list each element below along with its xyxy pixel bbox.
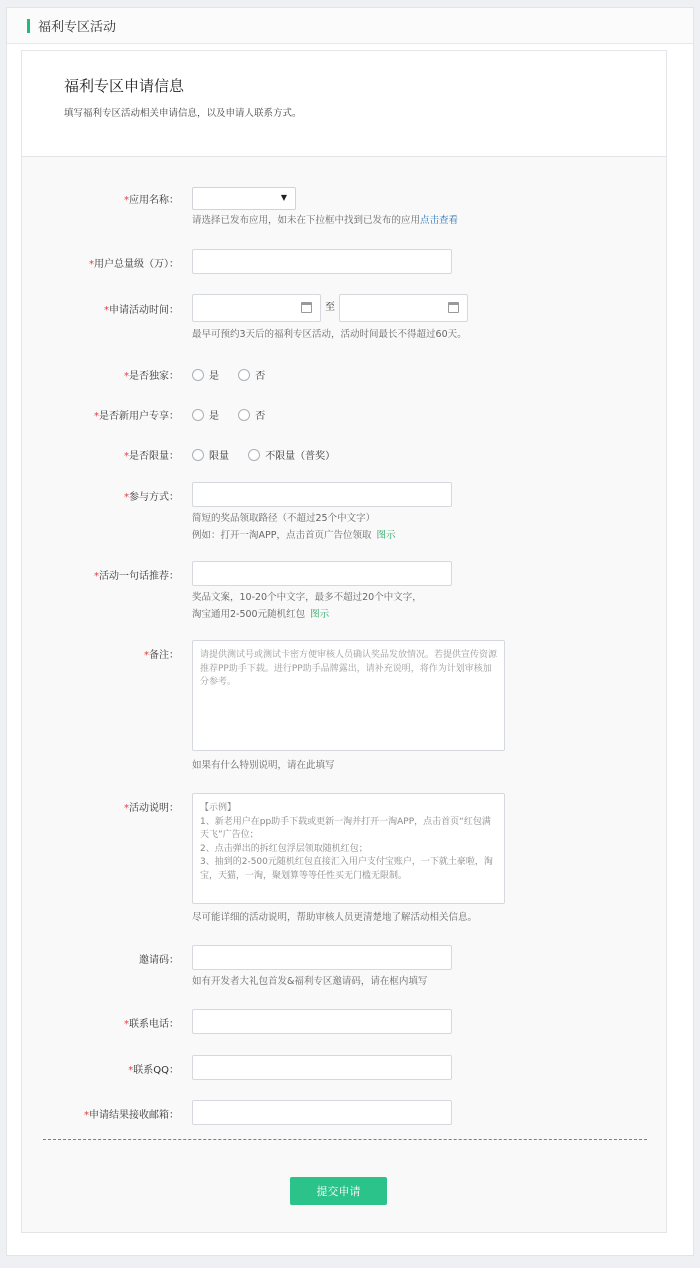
user-total-label: *用户总量级（万）： (89, 259, 179, 270)
new-user-label: *是否新用户专享： (94, 411, 179, 422)
remark-hint: 如果有什么特别说明，请在此填写 (192, 760, 335, 771)
start-date-input[interactable] (192, 294, 321, 322)
description-label: *活动说明： (124, 803, 179, 814)
qq-input[interactable] (192, 1055, 452, 1080)
participation-input[interactable] (192, 482, 452, 507)
exclusive-yes-radio[interactable]: 是 (192, 367, 219, 382)
remark-textarea[interactable]: 请提供测试号或测试卡密方便审核人员确认奖品发放情况。若提供宣传资源推荐PP助手下载。进行PP助手品牌露出，请补充说明，将作为计划审核加分参考。 (192, 640, 505, 751)
activity-time-hint: 最早可预约3天后的福利专区活动，活动时间最长不得超过60天。 (192, 329, 467, 340)
calendar-icon (448, 302, 459, 313)
recommend-input[interactable] (192, 561, 452, 586)
remark-label: *备注： (144, 650, 179, 661)
phone-input[interactable] (192, 1009, 452, 1034)
top-bar (7, 8, 693, 44)
recommend-label: *活动一句话推荐： (94, 571, 179, 582)
app-name-hint: 请选择已发布应用，如未在下拉框中找到已发布的应用点击查看 (192, 215, 459, 226)
calendar-icon (301, 302, 312, 313)
dropdown-caret-icon: ▼ (280, 193, 287, 202)
participation-example-link[interactable]: 图示 (376, 530, 396, 541)
invite-code-label: 邀请码： (139, 955, 179, 966)
activity-time-label: *申请活动时间： (104, 305, 179, 316)
new-user-no-radio[interactable]: 否 (238, 407, 265, 422)
form-header (22, 51, 666, 157)
view-published-apps-link[interactable]: 点击查看 (420, 215, 459, 226)
description-hint: 尽可能详细的活动说明，帮助审核人员更清楚地了解活动相关信息。 (192, 912, 478, 923)
app-name-label: *应用名称： (124, 195, 179, 206)
page-title: 福利专区活动 (38, 20, 117, 35)
email-input[interactable] (192, 1100, 452, 1125)
exclusive-no-radio[interactable]: 否 (238, 367, 265, 382)
invite-code-hint: 如有开发者大礼包首发&福利专区邀请码，请在框内填写 (192, 976, 428, 987)
invite-code-input[interactable] (192, 945, 452, 970)
recommend-example-link[interactable]: 图示 (310, 609, 330, 620)
title-accent-bar (27, 19, 30, 33)
user-total-input[interactable] (192, 249, 452, 274)
phone-label: *联系电话： (124, 1019, 179, 1030)
date-range-separator: 至 (325, 302, 335, 313)
application-form-card (21, 50, 667, 1233)
description-textarea[interactable]: 【示例】 1、新老用户在pp助手下载或更新一淘并打开一淘APP，点击首页“红包满天飞”广告位； 2、点击弹出的拆红包浮层领取随机红包； 3、抽到的2-500元随机红包直接汇入用户支付宝账户，一下就土豪啦，淘宝，天猫，一淘，聚划算等等任性买无门槛无限制。 (192, 793, 505, 904)
new-user-yes-radio[interactable]: 是 (192, 407, 219, 422)
participation-label: *参与方式： (124, 492, 179, 503)
form-subtitle: 填写福利专区活动相关申请信息，以及申请人联系方式。 (64, 108, 302, 119)
end-date-input[interactable] (339, 294, 468, 322)
unlimited-radio[interactable]: 不限量（普奖） (248, 447, 335, 462)
form-title: 福利专区申请信息 (64, 77, 185, 95)
exclusive-label: *是否独家： (124, 371, 179, 382)
participation-hint: 简短的奖品领取路径（不超过25个中文字） 例如：打开一淘APP，点击首页广告位领取 图示 (192, 513, 396, 541)
limited-label: *是否限量： (124, 451, 179, 462)
qq-label: *联系QQ： (128, 1065, 179, 1076)
app-name-select[interactable] (192, 187, 296, 210)
recommend-hint: 奖品文案，10-20个中文字，最多不超过20个中文字， 淘宝通用2-500元随机红包 图示 (192, 592, 422, 620)
submit-button[interactable]: 提交申请 (290, 1177, 387, 1205)
email-label: *申请结果接收邮箱： (84, 1110, 179, 1121)
limited-radio[interactable]: 限量 (192, 447, 229, 462)
form-divider (43, 1139, 647, 1140)
